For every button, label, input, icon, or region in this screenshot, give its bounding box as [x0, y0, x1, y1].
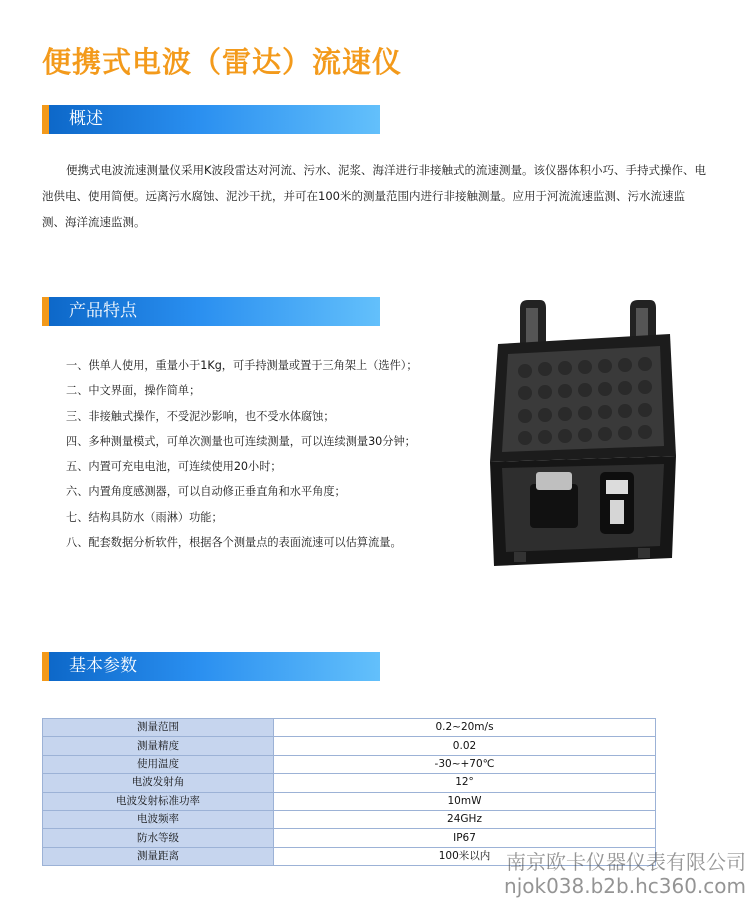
product-case-image	[480, 296, 685, 571]
param-value: 10mW	[274, 792, 656, 810]
watermark-url: njok038.b2b.hc360.com	[504, 874, 746, 898]
section-heading-features: 产品特点	[42, 297, 380, 326]
feature-item: 一、供单人使用，重量小于1Kg，可手持测量或置于三角架上（选件）；	[66, 359, 418, 372]
overview-paragraph: 便携式电波流速测量仪采用K波段雷达对河流、污水、泥浆、海洋进行非接触式的流速测量。该仪器体积小巧、手持式操作、电池供电、使用简便。远离污水腐蚀、泥沙干扰，并可在100米的测量范围内进行非接触测量。应用于河流流速监测、污水流速监测、海洋流速监测。	[42, 163, 707, 229]
feature-item: 七、结构具防水（雨淋）功能；	[66, 510, 223, 524]
param-label: 测量精度	[43, 737, 274, 755]
param-label: 使用温度	[43, 755, 274, 773]
watermark-company: 南京欧卡仪器仪表有限公司	[506, 850, 746, 874]
table-row	[43, 719, 656, 737]
table-row	[43, 737, 656, 755]
table-row	[43, 792, 656, 810]
param-value: 12°	[274, 774, 656, 792]
param-label: 测量范围	[43, 719, 274, 737]
param-label: 测量距离	[43, 847, 274, 865]
feature-item: 二、中文界面，操作简单；	[66, 384, 201, 398]
table-row	[43, 774, 656, 792]
param-label: 电波发射标准功率	[43, 792, 274, 810]
param-value: 100米以内	[274, 847, 656, 865]
table-row	[43, 829, 656, 847]
table-row	[43, 810, 656, 828]
param-value: IP67	[274, 829, 656, 847]
section-heading-overview: 概述	[42, 105, 380, 134]
param-value: 0.2~20m/s	[274, 719, 656, 737]
param-value: 0.02	[274, 737, 656, 755]
param-label: 防水等级	[43, 829, 274, 847]
param-label: 电波频率	[43, 810, 274, 828]
param-value: -30~+70℃	[274, 755, 656, 773]
watermark	[504, 850, 746, 898]
feature-item: 六、内置角度感测器，可以自动修正垂直角和水平角度；	[66, 485, 346, 499]
param-value: 24GHz	[274, 810, 656, 828]
section-heading-params: 基本参数	[42, 652, 380, 681]
param-label: 电波发射角	[43, 774, 274, 792]
features-list	[66, 353, 466, 555]
table-row	[43, 755, 656, 773]
params-table	[42, 718, 656, 866]
page-title: 便携式电波（雷达）流速仪	[42, 45, 403, 79]
feature-item: 四、多种测量模式，可单次测量也可连续测量，可以连续测量30分钟；	[66, 434, 416, 448]
feature-item: 三、非接触式操作，不受泥沙影响，也不受水体腐蚀；	[66, 409, 335, 423]
feature-item: 八、配套数据分析软件，根据各个测量点的表面流速可以估算流量。	[66, 536, 402, 550]
feature-item: 五、内置可充电电池，可连续使用20小时；	[66, 460, 282, 474]
